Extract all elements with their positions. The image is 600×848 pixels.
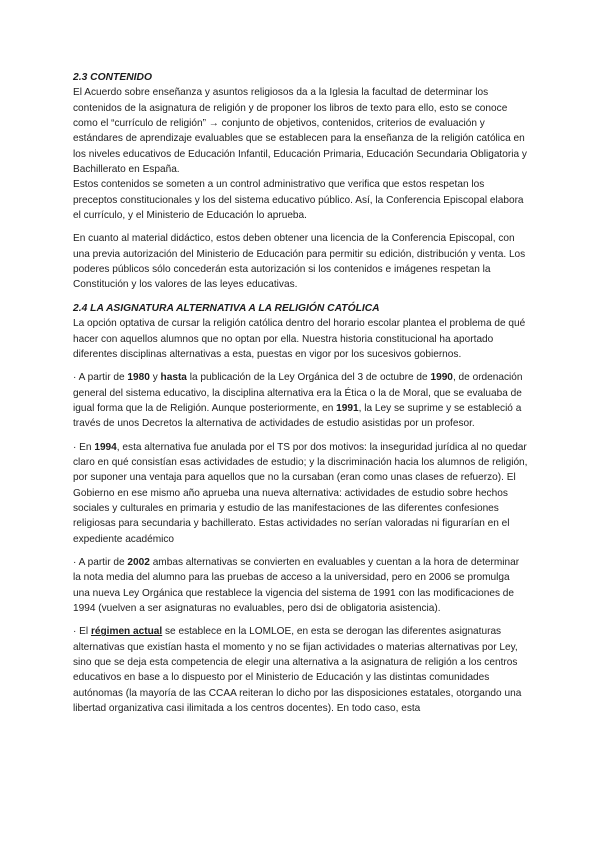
bullet-1980-1991: · A partir de 1980 y hasta la publicación de la Ley Orgánica del 3 de octubre de 1990, de ordenación general del sistema educativo, la disciplina alternativa era la Ética o la de Moral, que se evaluaba de igual forma que la de Religión. Aunque posteriormente, en 1991, la Ley se suprime y se estableció a través de unos Decretos la alternativa de actividades de estudio asistidas por un profesor. <box>73 372 523 430</box>
paragraph-control-administrativo: Estos contenidos se someten a un control administrativo que verifica que estos respetan los preceptos constitucionales y los del sistema educativo público. Así, la Conferencia Episcopal elabora el currículo, y el Ministerio de Educación lo aprueba. <box>73 179 524 222</box>
paragraph-material-didactico: En cuanto al material didáctico, estos deben obtener una licencia de la Conferencia Episcopal, con una previa autorización del Ministerio de Educación para permitir su edición, distribución y venta. Los poderes públicos sólo concederán esta autorización si los contenidos e imágenes respetan la Constitución y los valores de las leyes educativas. <box>73 233 526 291</box>
section-heading-asignatura-alternativa: 2.4 LA ASIGNATURA ALTERNATIVA A LA RELIGIÓN CATÓLICA <box>73 302 380 314</box>
paragraph-curriculo: El Acuerdo sobre enseñanza y asuntos religiosos da a la Iglesia la facultad de determinar los contenidos de la asignatura de religión y de proponer los libros de texto para ello, esto se conoce como el “currículo de religión” → conjunto de objetivos, contenidos, criterios de evaluación y estándares de aprendizaje evaluables que se establecen para la enseñanza de la religión católica en los niveles educativos de Educación Infantil, Educación Primaria, Educación Secundaria Obligatoria y Bachillerato en España. <box>73 87 527 176</box>
section-heading-contenido: 2.3 CONTENIDO <box>73 72 152 83</box>
document-body <box>73 70 529 716</box>
bullet-1994: · En 1994, esta alternativa fue anulada por el TS por dos motivos: la inseguridad jurídica al no quedar claro en qué consistían esas actividades de estudio; y la discriminación hacia los alumnos de religión, por suponer una ventaja para aquellos que no la cursaban (eran como unas clases de refuerzo). El Gobierno en ese mismo año aprueba una nueva alternativa: actividades de estudio sobre hechos sociales y culturales en primaria y estudio de las manifestaciones de las diferentes confesiones religiosas para secundaria y bachillerato. Estas actividades no serían valoradas ni figurarían en el expediente académico <box>73 441 528 545</box>
bullet-2002: · A partir de 2002 ambas alternativas se convierten en evaluables y cuentan a la hora de determinar la nota media del alumno para las pruebas de acceso a la universidad, pero en 2006 se promulga una nueva Ley Orgánica que restablece la vigencia del sistema de 1991 con las modificaciones de 1994 (vuelven a ser asignaturas no evaluables, pero dsi de obligatoria asistencia). <box>73 556 520 614</box>
bullet-regimen-actual: · El régimen actual se establece en la LOMLOE, en esta se derogan las diferentes asignaturas alternativas que existían hasta el momento y no se fijan actividades o materias alternativas por Ley, sino que se deja esta competencia de elegir una alternativa a la asignatura de religión a los centros educativos en base a lo dispuesto por el Ministerio de Educación y las distintas comunidades autónomas (la mayoría de las CCAA reiteran lo dicho por las disposiciones estatales, otorgando una libertad organizativa casi ilimitada a los centros docentes). En todo caso, esta <box>73 626 522 715</box>
paragraph-intro-alternativa: La opción optativa de cursar la religión católica dentro del horario escolar plantea el problema de qué hacer con aquellos alumnos que no optan por ella. Nuestra historia constitucional ha aportado diferentes disciplinas alternativas a esta, puestas en vigor por los sucesivos gobiernos. <box>73 318 526 360</box>
